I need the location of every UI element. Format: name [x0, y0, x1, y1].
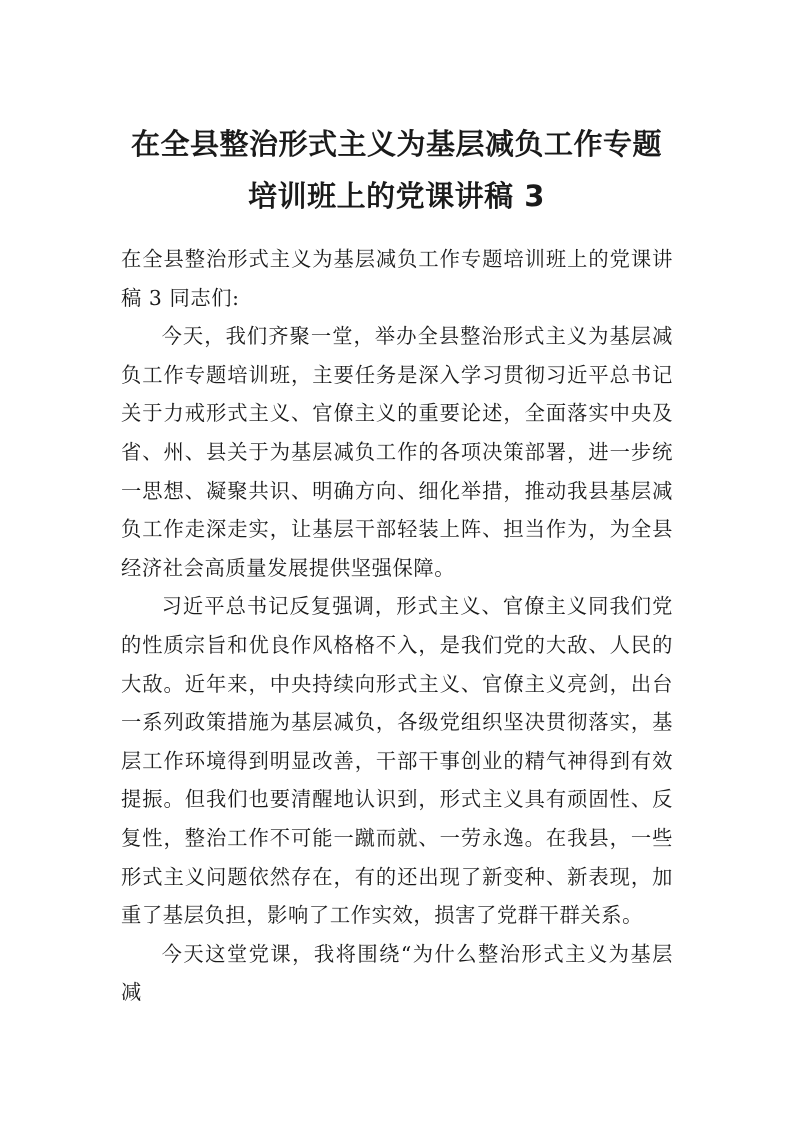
paragraph-3: 今天这堂党课，我将围绕“为什么整治形式主义为基层减	[121, 941, 673, 1005]
document-title-line-2: 培训班上的党课讲稿 3	[248, 179, 545, 213]
document-title-line-1: 在全县整治形式主义为基层减负工作专题	[130, 127, 662, 161]
paragraph-1: 今天，我们齐聚一堂，举办全县整治形式主义为基层减负工作专题培训班，主要任务是深入学习贯彻习近平总书记关于力戒形式主义、官僚主义的重要论述，全面落实中央及省、州、县关于为基层减负工作的各项决策部署，进一步统一思想、凝聚共识、明确方向、细化举措，推动我县基层减负工作走深走实，让基层干部轻装上阵、担当作为，为全县经济社会高质量发展提供坚强保障。	[121, 324, 673, 580]
paragraph-opening: 在全县整治形式主义为基层减负工作专题培训班上的党课讲稿 3 同志们:	[121, 247, 673, 310]
document-body	[121, 240, 673, 1012]
paragraph-2: 习近平总书记反复强调，形式主义、官僚主义同我们党的性质宗旨和优良作风格格不入，是我们党的大敌、人民的大敌。近年来，中央持续向形式主义、官僚主义亮剑，出台一系列政策措施为基层减负，各级党组织坚决贯彻落实，基层工作环境得到明显改善，干部干事创业的精气神得到有效提振。但我们也要清醒地认识到，形式主义具有顽固性、反复性，整治工作不可能一蹴而就、一劳永逸。在我县，一些形式主义问题依然存在，有的还出现了新变种、新表现，加重了基层负担，影响了工作实效，损害了党群干群关系。	[121, 594, 673, 928]
